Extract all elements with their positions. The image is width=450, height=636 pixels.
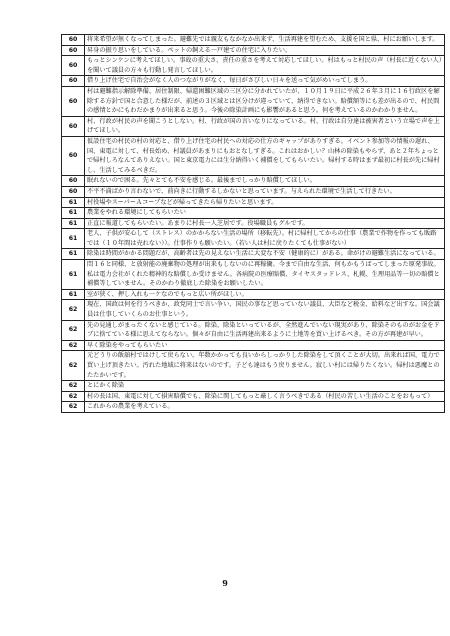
age-cell: 62 [62,320,85,340]
comment-cell: 不平不満ばかり言わないで、前向きに行動するしかないと思っています。与えられた環境で生活して行きたい。 [85,186,445,197]
comment-cell: 老人、子供が安心して（ストレス）のかからない生活の場所（移転先）。村に帰村してからの仕事（農業で作物を作っても販路では（１０年間は売れない））。仕事作りも願いたい。（若い人は村に戻りたくても仕事がない） [85,229,445,249]
comment-cell: 将来希望が無くなってしまった。避難先では親友もなかなか出来ず、生活再建を望むため、支援を国と県、村にお願いします。 [85,35,445,46]
comment-cell: もっとシンケンに考えてほしい。事故の重大さ、責任の重さを考えて対応してほしい。村はもっと村民の声（村長に近くない人）を聞いて議員の方々も行動し発言してほしい。 [85,56,445,76]
age-cell: 60 [62,45,85,56]
comment-cell: 村、行政が村民の声を聞こうとしない。村、行政が国の言いなりになっている。村、行政は自分達は被害者という立場で声を上げてほしい。 [85,116,445,136]
table-row [62,56,445,76]
age-cell: 61 [62,197,85,208]
table-row [62,351,445,381]
comment-cell: 先の見通しがまったくないと感じている。除染、除染といっているが、全然進んでいない現実があり、除染そのものがお金をドブに捨てている様に思えてならない。個々が自由に生活再建出来るように土地等を買い上げるべき。その方が再建が早い。 [85,320,445,340]
table-row [62,116,445,136]
comment-cell: 借り上げ住宅で自治会がなく人のつながりがなく、毎日がさびしい日々を送って気がめいってしまう。 [85,76,445,87]
age-cell: 61 [62,249,85,260]
table-row [62,260,445,290]
comment-cell: これからの農業を考えている。 [85,402,445,413]
comment-cell: 元どうりの飯舘村ではけして戻らない。年数かかっても良いからしっかりした除染をして頂くことが大切。出来れば国、電力で買い上げ頂きたい。汚れた地域に将来はないのです。子ども達はもう戻りません。寂しい村には帰りたくない。帰村は悪魔とのたたかいです。 [85,351,445,381]
table-row [62,229,445,249]
comment-cell: 村は避難指示解除準備、居住制限、帰還困難区域の三区分に分かれていたが、１０月１９日に平成２６年３月に１６行政区を解除する方針で国と合意した様だが、前述の３区域とは区分けが違っていて、納得できない。賠償額等にも差が出るので、村民間の感情とかにもわだかまりが出来ると思う。今後の除染計画にも影響があると思う。何を考えているのかわかりません。 [85,86,445,116]
age-cell: 61 [62,260,85,290]
table-row [62,300,445,320]
comment-cell: 農業をやれる環境にしてもらいたい [85,208,445,219]
table-row [62,197,445,208]
comment-cell: 村役場やスーパーＡコープなどが帰ってきたら帰りたいと思います。 [85,197,445,208]
comment-cell: 除染は時間がかかる問題だが、高齢者は先の見えない生活に大変な不安（健康的に）がある。命がけの避難生活になっている。 [85,249,445,260]
table-row [62,249,445,260]
table-row [62,76,445,87]
comment-cell: 仮設住宅の村民の村の対応と、借り上げ住宅の村民への対応の仕方のギャップがありすぎる。イベント参加等の情報の遅れ、国、東電に対して、村長始め、村議員があまりにもおとなしすぎる。これはおかしい？山林の除染もやらず、あと２年ちょっとで帰村しろなんてありえない。国と東京電力には生分納得いく補償をしてもらいたい。帰村する時はまず最初に村長が先に帰村し、生活してみるべきだ。 [85,136,445,175]
table-row [62,402,445,413]
comment-cell: 現在、国政は何を行うべきか、政党同士で言い争い、国民の事など思っていない議員、大臣など税金、給料など出すな。国会議員は仕事していくらのお仕事という。 [85,300,445,320]
table-row [62,176,445,187]
table-row [62,186,445,197]
age-cell: 62 [62,351,85,381]
page-number: 9 [222,578,228,588]
table-row [62,218,445,229]
age-cell: 62 [62,402,85,413]
age-cell: 62 [62,300,85,320]
age-cell: 60 [62,136,85,175]
comment-cell: 眠れないので困る。先々とても不安を感じる。最後までしっかり賠償してほしい。 [85,176,445,187]
table-row [62,86,445,116]
comment-cell: 村の長は国、東電に対して損害賠償でも、除染に関してもっと厳しく言うべきである（村民の苦しい生活のことをおもって） [85,391,445,402]
table-row [62,289,445,300]
table-row [62,208,445,219]
age-cell: 60 [62,186,85,197]
age-cell: 60 [62,116,85,136]
comment-cell: 正直に報道してもらいたい。あまりに村長一人芝居です。役場職員もグルです。 [85,218,445,229]
age-cell: 61 [62,208,85,219]
age-cell: 60 [62,35,85,46]
comment-cell: とにかく除染 [85,381,445,392]
table-row [62,340,445,351]
table-row [62,320,445,340]
comment-cell: 問１６と同様、と放射能の廃棄物の処理が出来もしないのに再稼働。今まで自由な生活、何もかもうばってしまった原発事故。私は電力会社がくれた精神的な賠償しか受けません。各病院の医療賠償、タイヤスタッドレス、札幌、生理用品等一切の賠償と補償等していません。そのかわり徹底した除染をお願いしたい。 [85,260,445,290]
comment-cell: 昇身の振り思いをしている。ペットの飼える一戸建ての住宅に入りたい。 [85,45,445,56]
age-cell: 60 [62,56,85,76]
age-cell: 61 [62,289,85,300]
table-row [62,381,445,392]
age-cell: 60 [62,86,85,116]
age-cell: 60 [62,76,85,87]
survey-table [61,34,445,413]
comment-cell: 早く除染をやってもらいたい [85,340,445,351]
comment-cell: 室が狭く、押し入れも一ケなのでもっと広い所がほしい。 [85,289,445,300]
age-cell: 62 [62,381,85,392]
age-cell: 60 [62,176,85,187]
age-cell: 61 [62,229,85,249]
table-row [62,35,445,46]
age-cell: 61 [62,218,85,229]
age-cell: 62 [62,340,85,351]
table-row [62,391,445,402]
age-cell: 62 [62,391,85,402]
survey-sheet [61,34,445,413]
survey-rows [62,35,445,413]
table-row [62,45,445,56]
table-row [62,136,445,175]
